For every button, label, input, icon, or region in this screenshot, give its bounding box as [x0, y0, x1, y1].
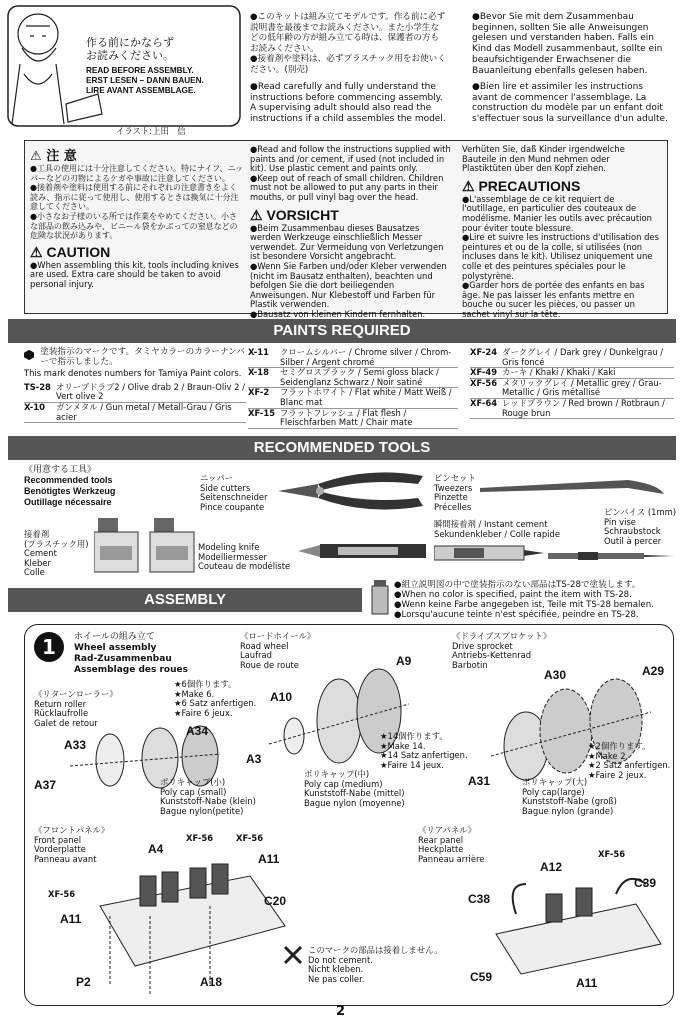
- pin-vise-jp: ピンバイス (1mm): [604, 507, 677, 517]
- road-wheel-en: Road wheel: [240, 640, 289, 651]
- no-cement-icon: [282, 944, 304, 966]
- side-cutters-jp: ニッパー: [200, 473, 234, 483]
- front-panel-diagram: [90, 846, 290, 996]
- intro-fr-note: ●Bien lire et assimiler les instructions avant de commencer l'assemblage. La construction du modèle par un enfant doit s'effectuer sous la surveillance d'un adulte.: [472, 82, 668, 125]
- no-cement-en: Do not cement.: [308, 954, 373, 965]
- side-cutters-fr: Pince coupante: [200, 501, 265, 512]
- part-label-a31: A31: [468, 774, 491, 788]
- vorsicht-title: ⚠ VORSICHT: [250, 206, 339, 223]
- return-roller-en: Return roller: [34, 698, 87, 709]
- polycap-medium-jp: ポリキャップ(中): [304, 769, 370, 779]
- tools-title-de: Benötigtes Werkzeug: [24, 486, 116, 496]
- paint-row: XF-2 フラットホワイト / Flat white / Matt Weiß / Blanc mat: [248, 388, 458, 408]
- polycap-large-en: Poly cap(large): [522, 786, 585, 797]
- make6-en: ★Make 6.: [174, 688, 215, 699]
- make14-en: ★Make 14.: [380, 740, 426, 751]
- part-label-a10: A10: [270, 690, 293, 704]
- vorsicht-text: ●Beim Zusammenbau dieses Bausatzes werden Werkzeuge einschließlich Messer verwendet. Zur Vermeidung von Verletzungen ist besondere Vorsicht angebracht. ●Wenn Sie Farben und/oder Kleber verwenden (nicht im Bausatz enthalten), beachten und befolgen Sie die dort beiliegenden Anweisungen. Nur Klebestoff und Farben für Plastik verwenden. ●Bausatz von kleinen Kindern fernhalten.: [250, 222, 447, 319]
- tools-title-fr: Outillage nécessaire: [24, 497, 112, 507]
- polycap-small-fr: Bague nylon(petite): [160, 805, 244, 816]
- knife-de: Modelliermesser: [198, 551, 267, 562]
- read-before-en: READ BEFORE ASSEMBLY.: [86, 66, 194, 75]
- make14-jp: ★14個作ります。: [380, 731, 448, 741]
- make6-jp: ★6個作ります。: [174, 679, 237, 689]
- paint-row: XF-24 ダークグレイ / Dark grey / Dunkelgrau / Gris foncé: [470, 348, 674, 368]
- no-cement-fr: Ne pas coller.: [308, 973, 365, 984]
- rear-panel-de: Heckplatte: [418, 844, 464, 855]
- paint-intro-en: This mark denotes numbers for Tamiya Paint colors.: [24, 368, 242, 379]
- part-label-c59: C59: [470, 970, 493, 984]
- road-wheel-jp: 《ロードホイール》: [240, 631, 316, 641]
- warning-triangle-icon: ⚠: [30, 243, 43, 260]
- cement-fr: Colle: [24, 567, 45, 578]
- caution-jp-1: ●工具の使用には十分注意してください。特にナイフ、ニッパーなどの刃物によるケガや事故に注意してください。: [30, 164, 244, 183]
- front-panel-jp: 《フロントパネル》: [34, 825, 110, 835]
- paint-row: X-10 ガンメタル / Gun metal / Metall-Grau / Gris acier: [24, 403, 246, 423]
- drive-sprocket-de: Antriebs-Kettenrad: [452, 650, 532, 661]
- warning-triangle-icon: ⚠: [250, 206, 263, 223]
- step-title-jp: ホイールの組み立て: [74, 632, 155, 642]
- part-label-a34: A34: [186, 724, 209, 738]
- knife-en: Modeling knife: [198, 542, 260, 552]
- recommended-tools-header: RECOMMENDED TOOLS: [8, 436, 676, 460]
- make2-en: ★Make 2.: [588, 750, 629, 761]
- part-label-c20: C20: [264, 894, 287, 908]
- cement-de: Kleber: [24, 557, 51, 568]
- make6-fr: ★Faire 6 jeux.: [174, 707, 233, 718]
- paint-note-de: ●Wenn keine Farbe angegeben ist, Teile mit TS-28 bemalen.: [394, 600, 654, 610]
- paint-note-jp: ●組立説明図の中で塗装指示のない部品はTS-28で塗装します。: [394, 580, 641, 590]
- side-cutters-icon: [278, 466, 428, 516]
- paint-row: X-11 クロームシルバー / Chrome silver / Chrom-Silber / Argent chromé: [248, 348, 458, 368]
- make14-de: ★14 Satz anfertigen.: [380, 750, 468, 761]
- polycap-small-jp: ポリキャップ(小): [160, 777, 226, 787]
- tools-title-jp: 《用意する工具》: [24, 464, 97, 474]
- paint-label-xf56-d: XF-56: [598, 849, 626, 859]
- intro-en-note: ●Read carefully and fully understand the instructions before commencing assembly. A supervising adult should also read the instructions if a child assembles the model.: [250, 82, 446, 125]
- warning-triangle-icon: ⚠: [30, 149, 42, 164]
- warning-de-text: Verhüten Sie, daß Kinder irgendwelche Bauteile in den Mund nehmen oder Plastiktüten über den Kopf ziehen.: [462, 144, 625, 174]
- polycap-small-de: Kunststoff-Nabe (klein): [160, 796, 256, 807]
- make2-fr: ★Faire 2 jeux.: [588, 769, 647, 780]
- read-before-de: ERST LESEN – DANN BAUEN.: [86, 76, 204, 85]
- paint-row: TS-28 オリーブドラブ2 / Olive drab 2 / Braun-Oliv 2 / Vert olive 2: [24, 381, 245, 402]
- part-label-a3: A3: [246, 752, 262, 766]
- read-before-fr: LIRE AVANT ASSEMBLAGE.: [86, 86, 196, 95]
- part-label-a12: A12: [540, 860, 563, 874]
- paint-row: XF-64 レッドブラウン / Red brown / Rotbraun / Rouge brun: [470, 399, 674, 419]
- make14-fr: ★Faire 14 jeux.: [380, 759, 444, 770]
- part-label-a11-front: A11: [258, 852, 280, 866]
- pin-vise-icon: [548, 550, 674, 562]
- make2-jp: ★2個作ります。: [588, 741, 651, 751]
- side-cutters-de: Seitenschneider: [200, 492, 268, 503]
- intro-jp-note-1: ●このキットは組み立てモデルです。作る前に必ず説明書を最後までお読みください。また小学生などの低年齢の方が組み立てる時は、保護者の方もお読みください。: [250, 12, 446, 54]
- paint-label-xf56-b: XF-56: [236, 833, 264, 843]
- pin-vise-de: Schraubstock: [604, 526, 661, 537]
- make2-de: ★2 Satz anfertigen.: [588, 760, 671, 771]
- side-cutters-en: Side cutters: [200, 482, 251, 493]
- caution-jp-title: ⚠ 注 意: [30, 149, 77, 164]
- instant-cement-2: Sekundenkleber / Colle rapide: [434, 528, 560, 539]
- warning-en-text: ●Read and follow the instructions supplied with paints and /or cement, if used (not included in kit). Use plastic cement and paints only. ●Keep out of reach of small children. Children must not be allowed to put any parts in their mouths, or pull vinyl bag over the head.: [250, 144, 451, 202]
- tools-title-en: Recommended tools: [24, 475, 113, 485]
- caution-jp-3: ●小さなお子様のいる所では作業をやめてください。小さな部品の飲み込みや、ビニール袋をかぶっての窒息などの危険な状況があります。: [30, 211, 238, 241]
- polycap-medium-de: Kunststoff-Nabe (mittel): [304, 788, 405, 799]
- page-number: 2: [336, 1004, 346, 1019]
- no-cement-de: Nicht kleben.: [308, 964, 364, 975]
- part-label-a18: A18: [200, 975, 223, 989]
- assembly-header: ASSEMBLY: [8, 588, 362, 612]
- tweezers-icon: [478, 476, 668, 504]
- part-label-a30: A30: [544, 668, 567, 682]
- tweezers-en: Tweezers: [434, 482, 473, 493]
- part-label-a33: A33: [64, 738, 87, 752]
- return-roller-jp: 《リターンローラー》: [34, 689, 118, 699]
- paint-row: XF-56 メタリックグレイ / Metallic grey / Grau-Metallic / Gris métallisé: [470, 379, 674, 399]
- warning-triangle-icon: ⚠: [462, 177, 475, 194]
- intro-de-note: ●Bevor Sie mit dem Zusammenbau beginnen, sollten Sie alle Anweisungen gelesen und verstanden haben. Falls ein Kind das Modell zusammenbaut, sollte ein beaufsichtigender Erwachsener die Bauanleitung ebenfalls gelesen haben.: [472, 12, 663, 76]
- pin-vise-en: Pin vise: [604, 516, 636, 527]
- road-wheel-fr: Roue de route: [240, 659, 299, 670]
- tweezers-de: Pinzette: [434, 492, 468, 503]
- step-title-fr: Assemblage des roues: [74, 665, 188, 675]
- intro-jp-note-2: ●接着剤や塗料は、必ずプラスチック用をお使いください。(別売): [250, 54, 446, 75]
- cement-en: Cement: [24, 548, 57, 559]
- rear-panel-en: Rear panel: [418, 834, 464, 845]
- part-label-c38: C38: [468, 892, 491, 906]
- part-label-a11-rear: A11: [576, 976, 598, 990]
- part-label-a29: A29: [642, 664, 665, 678]
- paint-row: XF-49 カーキ / Khaki / Khaki / Kaki: [470, 368, 674, 379]
- paint-can-icon: [370, 580, 390, 616]
- drive-sprocket-fr: Barbotin: [452, 659, 488, 670]
- pin-vise-fr: Outil à percer: [604, 535, 662, 546]
- paint-note-fr: ●Lorsqu'aucune teinte n'est spécifiée, peindre en TS-28.: [394, 610, 639, 620]
- polycap-large-de: Kunststoff-Nabe (groß): [522, 796, 617, 807]
- polycap-small-en: Poly cap (small): [160, 786, 227, 797]
- road-wheel-de: Laufrad: [240, 650, 272, 661]
- caution-jp-2: ●接着剤や塗料は使用する前にそれぞれの注意書きをよく読み、指示に従って使用し、使用するときは換気に十分注意してください。: [30, 183, 239, 212]
- paint-label-xf56-a: XF-56: [186, 833, 214, 843]
- front-panel-de: Vorderplatte: [34, 844, 86, 855]
- drive-sprocket-en: Drive sprocket: [452, 640, 513, 651]
- paints-required-header: PAINTS REQUIRED: [8, 319, 676, 343]
- part-label-a37: A37: [34, 778, 57, 792]
- polycap-large-fr: Bague nylon (grande): [522, 805, 614, 816]
- illustrator-credit: イラスト:上田 信: [116, 126, 186, 136]
- no-cement-jp: このマークの部品は接着しません。: [308, 945, 443, 955]
- paint-intro-jp: 塗装指示のマークです。タミヤカラーのカラーナンバーで指示しました。: [40, 347, 245, 367]
- front-panel-en: Front panel: [34, 834, 82, 845]
- step-title-de: Rad-Zusammenbau: [74, 654, 172, 664]
- cement-jp-2: (プラスチック用): [24, 538, 89, 549]
- part-label-a11-left: A11: [60, 912, 82, 926]
- polycap-large-jp: ポリキャップ(大): [522, 777, 588, 787]
- make6-de: ★6 Satz anfertigen.: [174, 698, 257, 709]
- polycap-medium-fr: Bague nylon (moyenne): [304, 797, 405, 808]
- rear-panel-jp: 《リアパネル》: [418, 825, 476, 835]
- paint-mark-icon: [24, 348, 34, 362]
- polycap-medium-en: Poly cap (medium): [304, 778, 383, 789]
- part-label-p2: P2: [76, 975, 91, 989]
- part-label-a9: A9: [396, 654, 412, 668]
- cement-jp: 接着剤: [24, 529, 50, 539]
- drive-sprocket-jp: 《ドライブスプロケット》: [452, 631, 552, 641]
- step-title-en: Wheel assembly: [74, 643, 157, 653]
- intro-jp-title-1: 作る前にかならず: [86, 36, 174, 49]
- caution-text: ●When assembling this kit, tools including knives are used. Extra care should be taken to avoid personal injury.: [30, 259, 239, 289]
- modeling-knife-icon: [298, 540, 430, 562]
- return-roller-de: Rücklaufrolle: [34, 708, 89, 719]
- rear-panel-fr: Panneau arrière: [418, 853, 485, 864]
- caution-title: ⚠ CAUTION: [30, 243, 111, 260]
- precautions-title: ⚠ PRECAUTIONS: [462, 177, 581, 194]
- knife-fr: Couteau de modéliste: [198, 561, 291, 572]
- paint-note-en: ●When no color is specified, paint the item with TS-28.: [394, 590, 632, 600]
- part-label-c39: C39: [634, 876, 657, 890]
- cement-bottles-icon: [94, 518, 198, 574]
- paint-row: XF-15 フラットフレッシュ / Flat flesh / Fleischfarben Matt / Chair mate: [248, 409, 458, 429]
- instant-cement-icon: [434, 544, 544, 562]
- intro-jp-title-2: お読みください。: [86, 49, 174, 62]
- step-number-badge: 1: [34, 632, 64, 662]
- precautions-text: ●L'assemblage de ce kit requiert de l'outillage, en particulier des couteaux de modélisme. Manier les outils avec précaution pour éviter toute blessure. ●Lire et suivre les instructions d'utilisation des peintures et ou de la colle, si utilisées (non incluses dans le kit). Utilisez uniquement une colle et des peintures spéciales pour le polystyrène. ●Garder hors de portée des enfants en bas âge. Ne pas laisser les enfants mettre en bouche ou sucer les pièces, ou passer un sachet vinyl sur la tête.: [462, 193, 659, 319]
- tweezers-fr: Précelles: [434, 501, 472, 512]
- part-label-a4: A4: [148, 842, 164, 856]
- front-panel-fr: Panneau avant: [34, 853, 97, 864]
- tweezers-jp: ピンセット: [434, 473, 476, 483]
- paint-label-xf56-c: XF-56: [48, 889, 76, 899]
- paint-row: X-18 セミグロスブラック / Semi gloss black / Seidenglanz Schwarz / Noir satiné: [248, 368, 458, 388]
- return-roller-fr: Galet de retour: [34, 717, 98, 728]
- instant-cement-1: 瞬間接着剤 / Instant cement: [434, 519, 548, 529]
